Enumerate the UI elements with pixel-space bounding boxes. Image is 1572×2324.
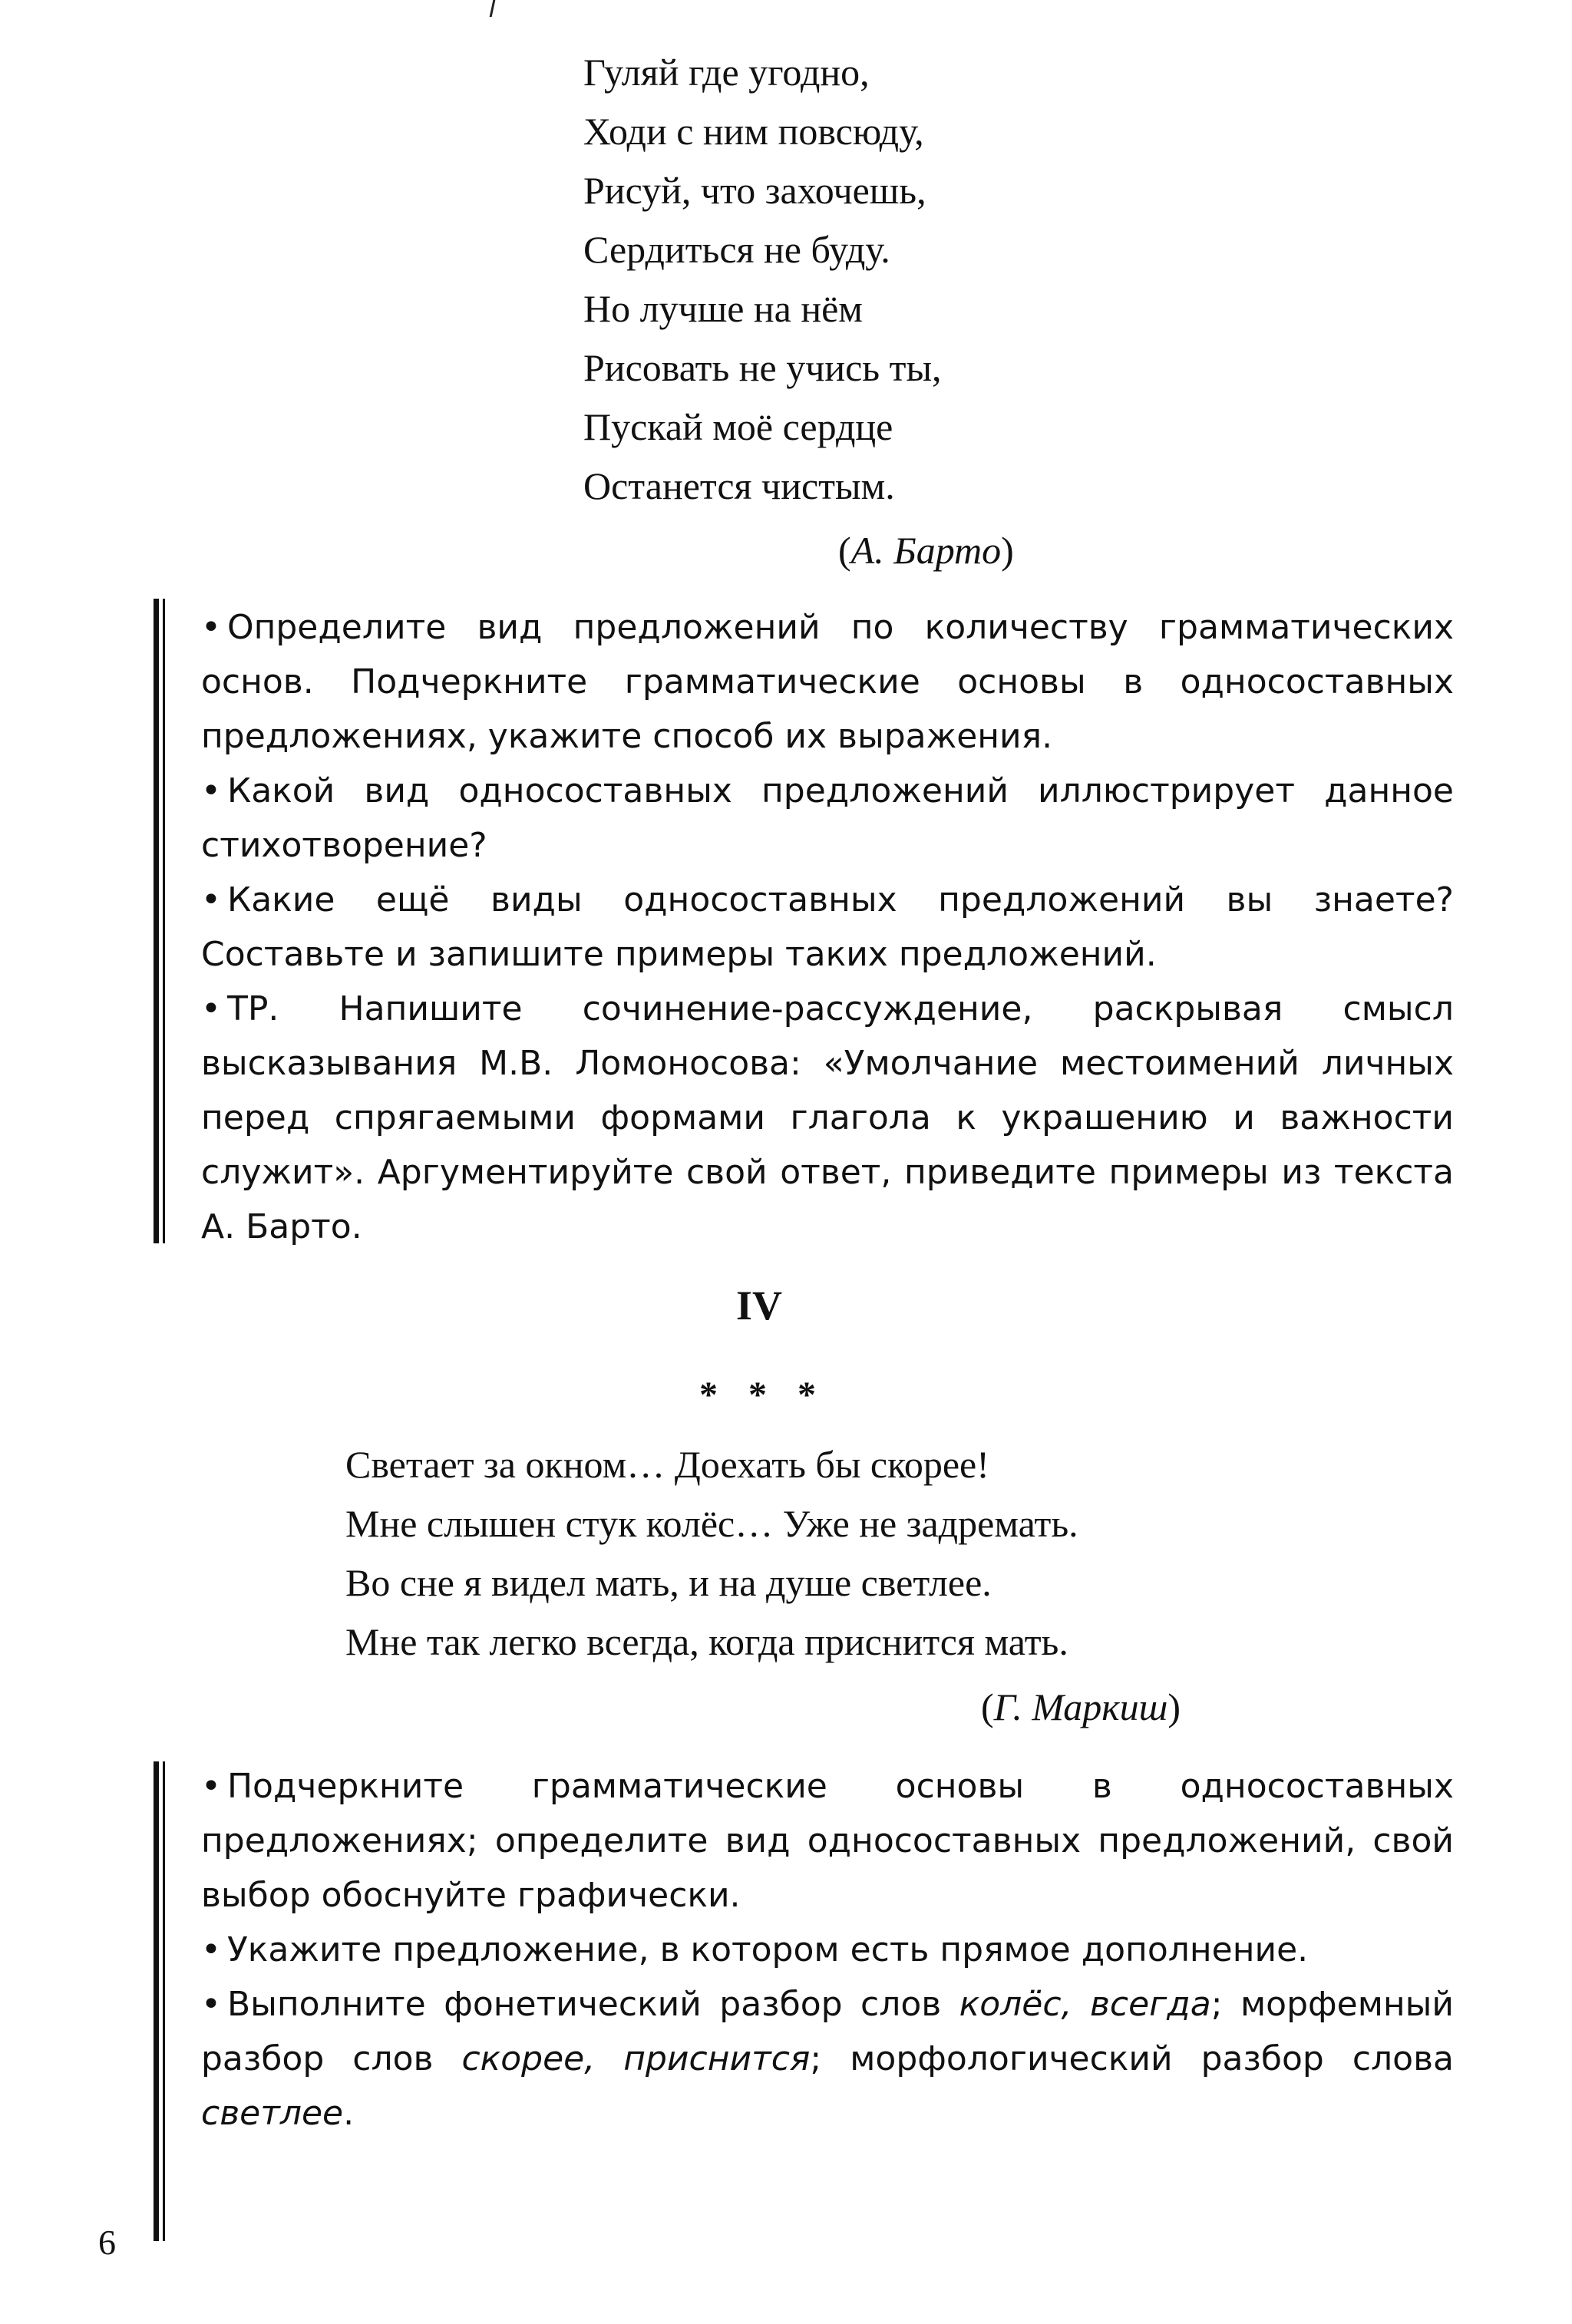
task-text: Выполните фонетический разбор слов — [226, 1985, 959, 2024]
poem-line: Останется чистым. — [583, 464, 895, 507]
task-text: Укажите предложение, в котором есть прямое дополнение. — [226, 1930, 1309, 1969]
poem-line: Но лучше на нём — [583, 287, 863, 330]
task-text: Какие ещё виды односоставных предложений вы знаете? Составьте и запишите примеры таких предложений. — [201, 880, 1454, 974]
task-item — [201, 1923, 1454, 1977]
poem-line: Рисуй, что захочешь, — [583, 169, 926, 212]
margin-bar — [163, 599, 165, 1243]
page-number: 6 — [98, 2223, 116, 2262]
poem-line: Ходи с ним повсюду, — [583, 110, 924, 153]
task-item — [201, 1977, 1454, 2141]
margin-bar — [154, 1761, 159, 2241]
task-word-italic: скорее, приснится — [461, 2039, 811, 2078]
task-word-italic: колёс, всегда — [959, 1985, 1211, 2024]
bullet-icon: • — [201, 1767, 221, 1806]
poem-markish — [345, 1435, 1078, 1672]
poem-author: (Г. Маркиш) — [981, 1685, 1181, 1728]
poem-line: Гуляй где угодно, — [583, 51, 870, 94]
task-item — [201, 873, 1454, 982]
bullet-icon: • — [201, 608, 221, 647]
poem-line: Мне так легко всегда, когда приснится мать. — [345, 1620, 1068, 1663]
poem-line: Светает за окном… Доехать бы скорее! — [345, 1443, 989, 1486]
scan-mark — [490, 0, 496, 17]
task-text: ТР. Напишите сочинение-рассуждение, раскрывая смысл высказывания М.В. Ломоносова: «Умолчание местоимений личных перед спрягаемыми формами глагола к украшению и важности служит». Аргументируйте свой ответ, приведите примеры из текста А. Барто. — [201, 989, 1454, 1246]
task-item — [201, 600, 1454, 764]
poem-barto — [583, 43, 942, 516]
author-name: Г. Маркиш — [993, 1685, 1168, 1728]
bullet-icon: • — [201, 880, 221, 919]
task-list — [201, 600, 1454, 1254]
bullet-icon: • — [201, 771, 221, 810]
task-text: Какой вид односоставных предложений иллюстрирует данное стихотворение? — [201, 771, 1454, 865]
task-item — [201, 1759, 1454, 1923]
bullet-icon: • — [201, 989, 221, 1028]
task-text: . — [343, 2094, 355, 2133]
task-list — [201, 1759, 1454, 2141]
task-item — [201, 764, 1454, 873]
task-text: Определите вид предложений по количеству грамматических основ. Подчеркните грамматические основы в односоставных предложениях, укажите способ их выражения. — [201, 608, 1454, 756]
margin-bar — [163, 1761, 165, 2241]
asterism: * * * — [699, 1375, 827, 1415]
bullet-icon: • — [201, 1985, 221, 2024]
author-name: А. Барто — [850, 529, 1002, 572]
poem-line: Пускай моё сердце — [583, 405, 893, 448]
poem-author: (А. Барто) — [838, 529, 1014, 572]
poem-line: Во сне я видел мать, и на душе светлее. — [345, 1561, 992, 1604]
task-text: Подчеркните грамматические основы в односоставных предложениях; определите вид односоставных предложений, свой выбор обоснуйте графически. — [201, 1767, 1454, 1915]
poem-line: Сердиться не буду. — [583, 228, 890, 271]
task-word-italic: светлее — [201, 2094, 344, 2133]
bullet-icon: • — [201, 1930, 221, 1969]
section-number: IV — [735, 1282, 782, 1329]
task-item — [201, 982, 1454, 1254]
task-text: ; морфологический разбор слова — [810, 2039, 1454, 2078]
poem-line: Мне слышен стук колёс… Уже не задремать. — [345, 1502, 1078, 1545]
margin-bar — [154, 599, 159, 1243]
task-text: ; морфемный разбор слов — [201, 1985, 1454, 2078]
poem-line: Рисовать не учись ты, — [583, 346, 942, 389]
